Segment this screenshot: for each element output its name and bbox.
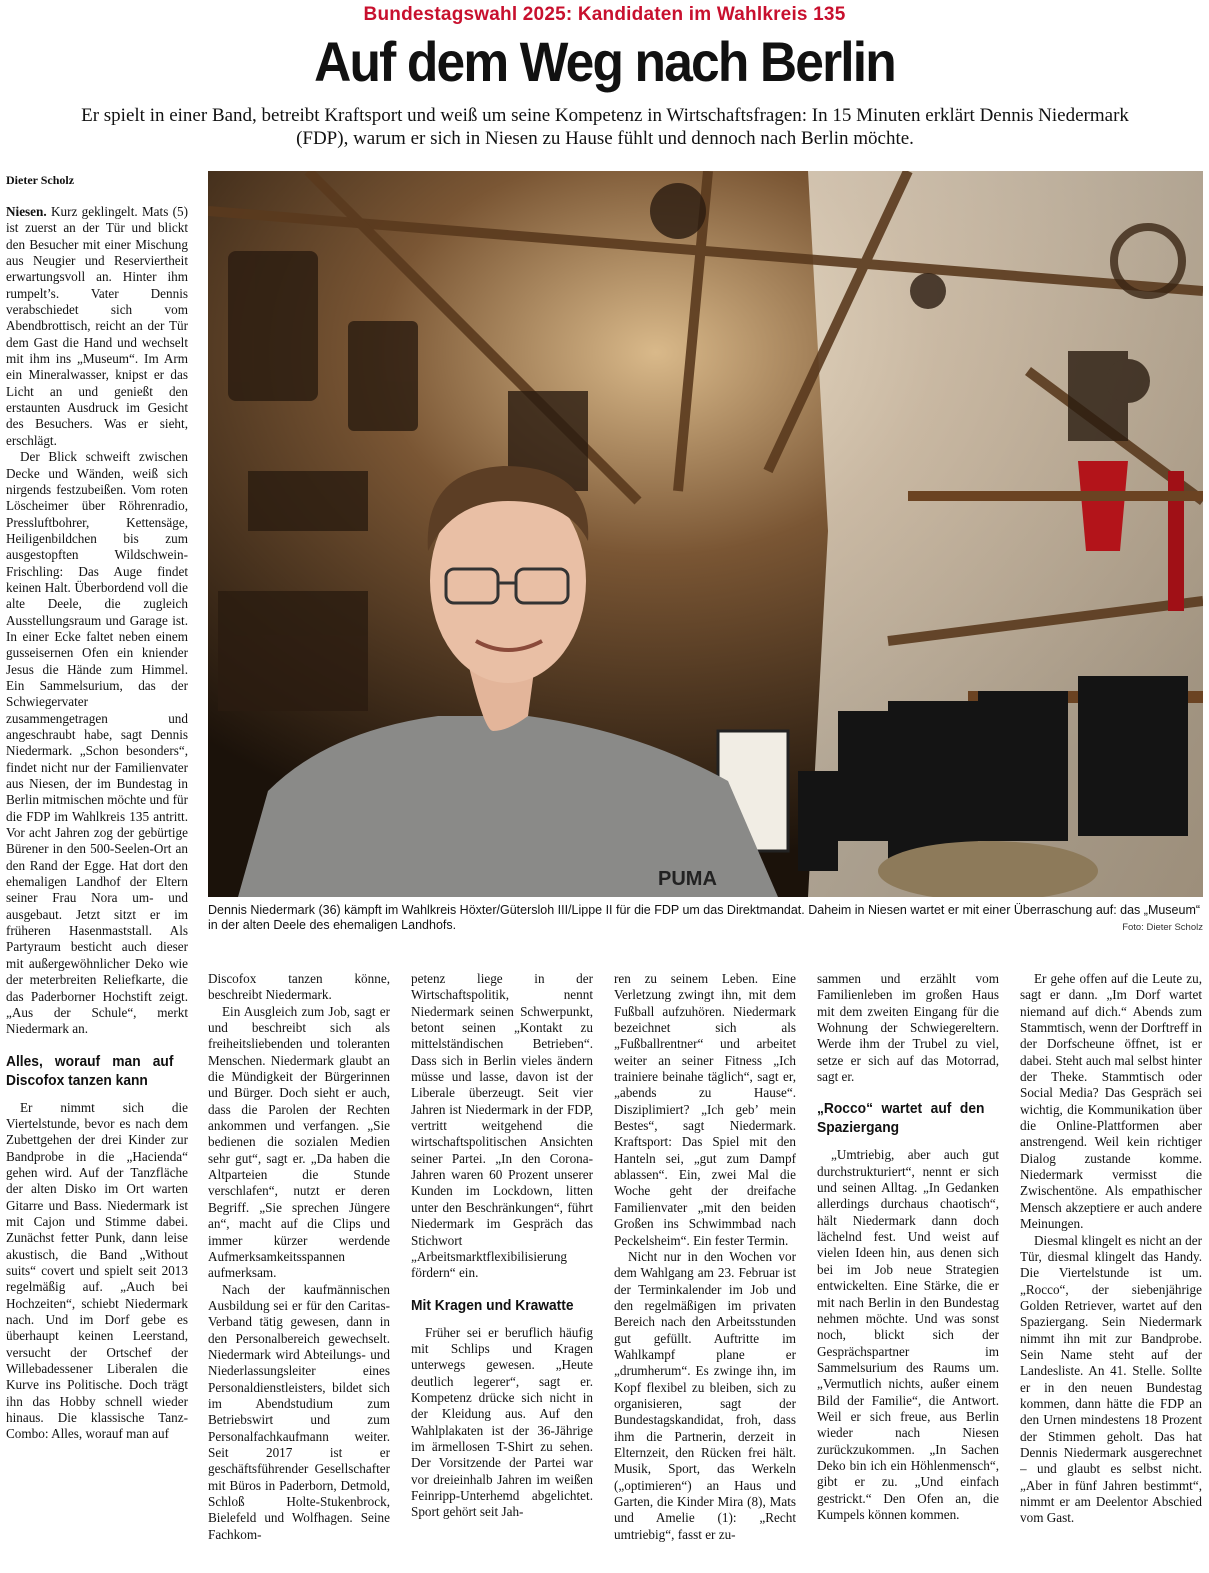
author-byline: Dieter Scholz (6, 173, 75, 187)
paragraph: Er gehe offen auf die Leute zu, sagt er dann. „Im Dorf wartet niemand auf dich.“ Abends zum Stammtisch, wenn der Dorftreff in der Dorfscheune öffnet, ist er dabei. Steht auch mal selbst hinter der Theke. Stammtisch oder Social Media? Das Gespräch sei wichtig, die Kommunikation über die Online-Plattformen aber anstrengend. Weil kein richtiger Dialog zustande komme. Niedermark vermisst die Zwischentöne. Als empathischer Mensch akzeptiere er auch andere Meinungen. (1020, 971, 1202, 1232)
paragraph: Der Blick schweift zwischen Decke und Wänden, weiß sich nirgends festzubeißen. Vom roten Löscheimer über Röhrenradio, Pressluftbohrer, Kettensäge, Heiligenbildchen bis zum ausgestopften Wildschwein-Frischling: Das Auge findet keinen Halt. Überbordend voll die alte Deele, die zugleich Ausstellungsraum und Garage ist. In einer Ecke faltet neben einem gusseisernen Ofen ein kniender Jesus die Hände zum Himmel. Ein Sammelsurium, das der Schwiegervater zusammengetragen und angeschraubt habe, sagt Dennis Niedermark. „Schon besonders“, findet nicht nur der Familienvater aus Niesen, der im Bundestag in Berlin mitmischen möchte und für die FDP im Wahlkreis 135 antritt. Vor acht Jahren zog der gebürtige Bürener in den 500-Seelen-Ort an den Rand der Egge. Hat dort den ehemaligen Landhof der Eltern seiner Frau Nora um- und ausgebaut. Jetzt sitzt er im früheren Hasenmaststall. Als Partyraum besticht auch dieser mit außergewöhnlicher Deko wie der meterbreiten Reliefkarte, die das Paderborner Hochstift zeigt. „Aus der Schule“, merkt Niedermark an. (6, 449, 188, 1037)
standfirst: Er spielt in einer Band, betreibt Kraftsport und weiß um seine Kompetenz in Wirtschaftsfragen: In 15 Minuten erklärt Dennis Niedermark (FDP), warum er sich in Niesen zu Hause fühlt und dennoch nach Berlin möchte. (81, 105, 1129, 149)
column-2 (208, 971, 390, 1569)
subheading: Alles, worauf man auf Discofox tanzen kann (6, 1052, 174, 1089)
paragraph: sammen und erzählt vom Familienleben im großen Haus mit dem zweiten Eingang für die Wohnung der Schwiegereltern. Werde ihm der Trubel zu viel, setze er sich auf das Motorrad, sagt er. (817, 971, 999, 1085)
paragraph: Er nimmt sich die Viertelstunde, bevor es nach dem Zubettgehen der drei Kinder zur Bandprobe in die „Hacienda“ gehen wird. Auf der Tanzfläche der alten Disko im Ort warten Gitarre und Bass. Niedermark ist mit Cajon und Stimme dabei. Zunächst fetter Punk, dann leise akustisch, die Band „Without suits“ covert und spielt seit 2013 regelmäßig auf. „Auch bei Hochzeiten“, schiebt Niedermark nach. Und im Dorf gebe es überhaupt keinen Leerstand, versucht der Ortschef der Willebadessener Liberalen die Kurve ins Politische. Doch trägt ihn das Hobby schnell wieder hinaus. Die klassische Tanz-Combo: Alles, worauf man auf (6, 1099, 188, 1442)
paragraph: „Umtriebig, aber auch gut durchstrukturiert“, nennt er sich und seinen Alltag. „In Gedanken allerdings durchaus chaotisch“, hält Niedermark dann doch lächelnd fest. Und weist auf vielen Ideen hin, aus denen sich bei im Job neue Strategien entwickelten. Eine Stärke, die er mit nach Berlin in den Bundestag nehmen möchte. Und was sonst noch, blickt sich der Gesprächspartner im Sammelsurium des Raums um. „Vermutlich nichts, außer einem Bild der Familie“, die Antwort. Weil er sich freue, aus Berlin wieder nach Niesen zurückzukommen. „In Sachen Deko bin ich ein Höhlenmensch“, gibt er zu. „Und einfach gestrickt.“ Den Ofen an, die Kumpels können kommen. (817, 1147, 999, 1522)
paragraph: ren zu seinem Leben. Eine Verletzung zwingt ihn, mit dem Fußball aufzuhören. Niedermark bezeichnet sich als „Fußballrentner“ und arbeitet weiter an seiner Fitness „Ich trainiere beinahe täglich“, sagt er, „abends zu Hause“. Disziplimiert? „Ich geb’ mein Bestes“, sagt Niedermark. Kraftsport: Das Spiel mit den Hanteln sei, „gut zum Dampf ablassen“. Ein, zwei Mal die Woche geht der dreifache Familienvater „mit den beiden Großen ins Schwimmbad nach Peckelsheim“. Ein fester Termin. (614, 971, 796, 1248)
paragraph: Discofox tanzen könne, beschreibt Niedermark. (208, 971, 390, 1003)
headline: Auf dem Weg nach Berlin (314, 30, 895, 93)
paragraph (6, 204, 188, 449)
shirt-logo: PUMA (658, 868, 717, 890)
paragraph-text: Kurz geklingelt. Mats (5) ist zuerst an der Tür und blickt den Besucher mit einer Mischung aus Neugier und Reserviertheit erwartungsvoll an. Hinter ihm rumpelt’s. Vater Dennis verabschiedet sich vom Abendbrottisch, reicht an der Tür dem Gast die Hand und wechselt mit ihm ins „Museum“. Im Arm ein Mineralwasser, knipst er das Licht an und genießt den erstaunten Ausdruck im Gesicht des Besuchers. Was er sieht, erschlägt. (6, 204, 188, 448)
column-5 (817, 971, 999, 1569)
red-fire-bucket (1078, 461, 1128, 551)
paragraph: Diesmal klingelt es nicht an der Tür, diesmal klingelt das Handy. Die Viertelstunde ist um. „Rocco“, der siebenjährige Golden Retriever, wartet auf den Spaziergang. Sein Niedermark nimmt ihn mit zur Bandprobe. Sein Name steht auf der Landesliste. An 41. Stelle. Sollte er in den neuen Bundestag kommen, dann hätte die FDP an den Urnen mindestens 18 Prozent der Stimmen geholt. Das hat Dennis Niedermark ausgerechnet – und glaubt es selbst nicht. „Aber in fünf Jahren bestimmt“, nimmt er am Deelentor Abschied vom Gast. (1020, 1232, 1202, 1526)
column-4 (614, 971, 796, 1569)
column-6 (1020, 971, 1202, 1569)
dateline: Niesen. (6, 204, 47, 219)
paragraph: Ein Ausgleich zum Job, sagt er und beschreibt sich als freiheitsliebenden und toleranten Menschen. Niedermark glaubt an die Mündigkeit der Bürgerinnen und Bürger. Doch sieht er auch, dass die Parolen der Rechten ankommen und verfangen. „Sie bedienen die sozialen Medien sehr gut“, sagt er. „Da haben die Altparteien die Stunde verschlafen“, nutzt er deren Begriff. „Sie sprechen Jüngere an“, macht auf die Clips und immer kürzer werdende Aufmerksamkeitsspannen aufmerksam. (208, 1003, 390, 1281)
paragraph: Nicht nur in den Wochen vor dem Wahlgang am 23. Februar ist der Terminkalender im Job und den regelmäßigen im privaten Bereich nach den Arbeitsstunden gut gefüllt. Auftritte im Wahlkampf plane er „drumherum“. Es zwinge ihn, im Kopf flexibel zu bleiben, sich zu organisieren, sagt der Bundestagskandidat, froh, dass ihm die Partnerin, derzeit in Elternzeit, den Rücken frei hält. Musik, Sport, das Werkeln („optimieren“) an Haus und Garten, die Kinder Mira (8), Mats und Amelie (1): „Recht umtriebig“, fasst er zu- (614, 1248, 796, 1542)
column-1 (6, 204, 188, 1569)
photo-caption: Dennis Niedermark (36) kämpft im Wahlkreis Höxter/Gütersloh III/Lippe II für die FDP um das Direktmandat. Daheim in Niesen wartet er mit einer Überraschung auf: das „Museum“ in der alten Deele des ehemaligen Landhofs. (208, 903, 1201, 932)
subheading: „Rocco“ wartet auf den Spaziergang (817, 1100, 985, 1137)
kicker: Bundestagswahl 2025: Kandidaten im Wahlkreis 135 (363, 4, 846, 25)
article-photo (208, 171, 1203, 897)
column-3 (411, 971, 593, 1569)
photo-illustration (208, 171, 1203, 897)
paragraph: petenz liege in der Wirtschaftspolitik, nennt Niedermark seinen Schwerpunkt, betont seinen „Kontakt zu mittelständischen Betrieben“. Dass sich in Berlin vieles ändern müsse und lasse, davon ist der Liberale überzeugt. Seit vier Jahren ist Niedermark in der FDP, vertritt weitgehend die wirtschaftspolitischen Ansichten seiner Partei. „In den Corona-Jahren waren 60 Prozent unserer Kunden im Lockdown, litten unter den Beschränkungen“, führt Niedermark im Gespräch das Stichwort „Arbeitsmarktflexibilisierung fördern“ ein. (411, 971, 593, 1281)
paragraph: Früher sei er beruflich häufig mit Schlips und Kragen unterwegs gewesen. „Heute deutlich legerer“, sagt er. Kompetenz drücke sich nicht in der Kleidung aus. Auf den Wahlplakaten ist der 36-Jährige im ärmellosen T-Shirt zu sehen. Der Vorsitzende der Partei war vor dreieinhalb Jahren im weißen Feinripp-Unterhemd abgelichtet. Sport gehört seit Jah- (411, 1324, 593, 1520)
subheading: Mit Kragen und Krawatte (411, 1296, 574, 1314)
paragraph: Nach der kaufmännischen Ausbildung sei er für den Caritas-Verband tätig gewesen, dann in den Personalbereich gewechselt. Niedermark wird Abteilungs- und Niederlassungsleiter eines Personaldienstleisters, bildet sich im Abendstudium zum Betriebswirt und zum Personalfachkaufmann weiter. Seit 2017 ist er geschäftsführender Gesellschafter mit Büros in Paderborn, Detmold, Schloß Holte-Stukenbrock, Bielefeld und Wolfhagen. Seine Fachkom- (208, 1281, 390, 1542)
photo-credit: Foto: Dieter Scholz (1122, 922, 1203, 933)
